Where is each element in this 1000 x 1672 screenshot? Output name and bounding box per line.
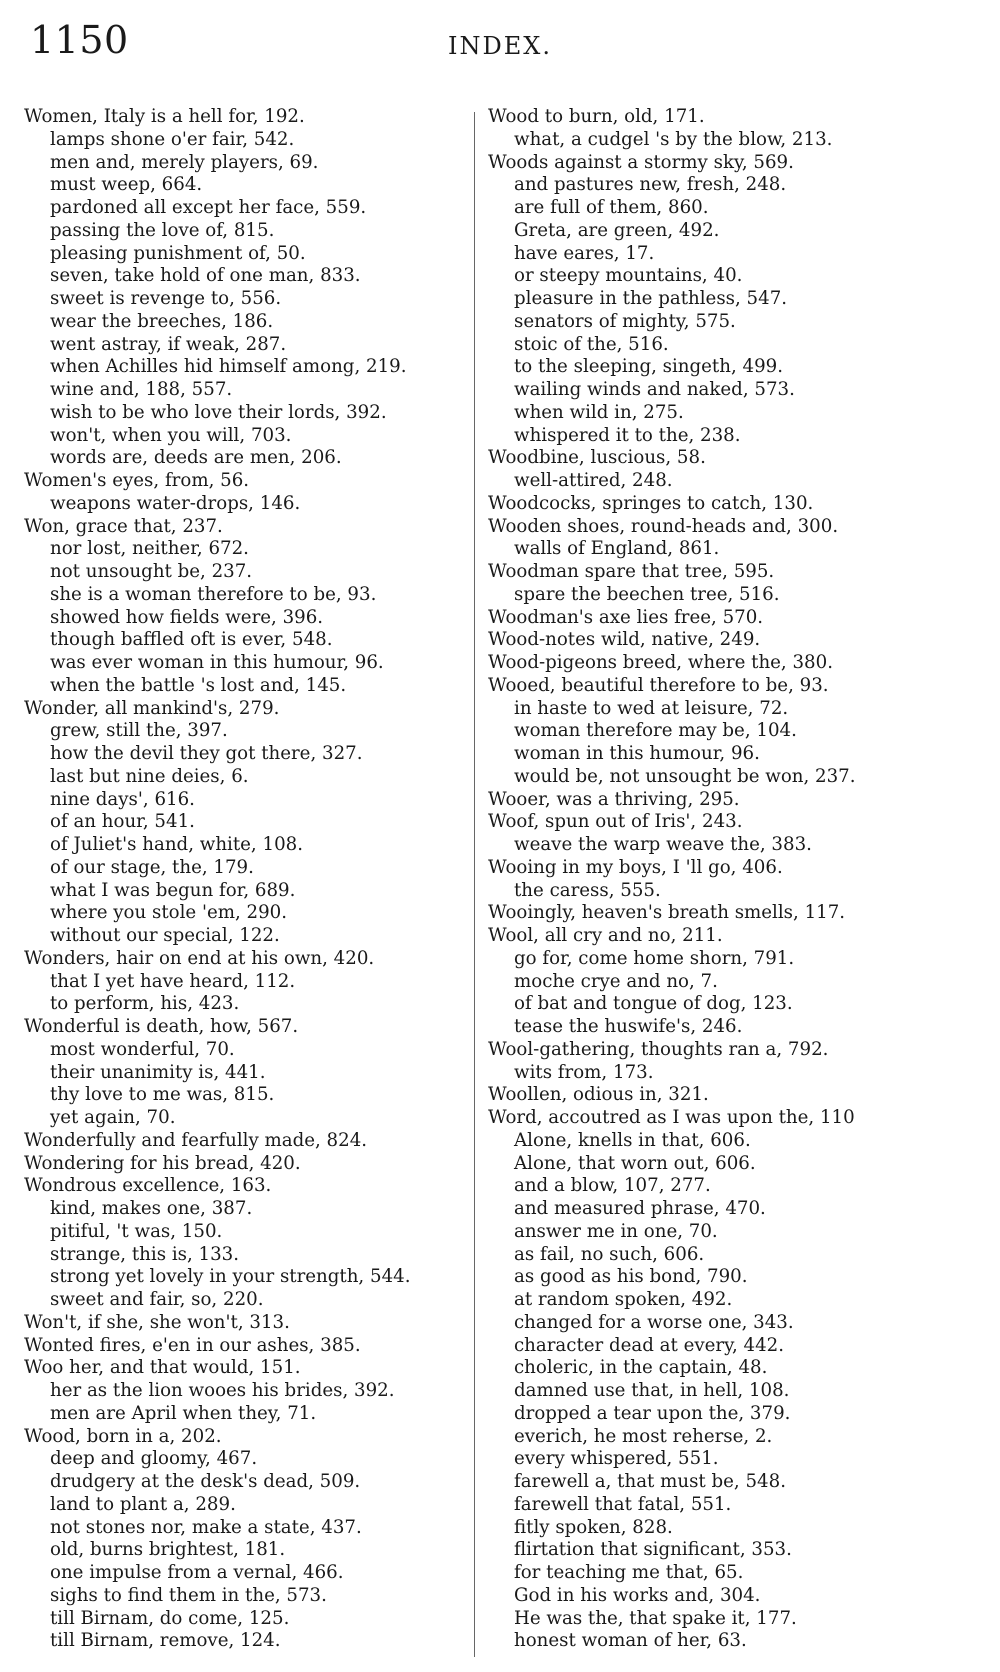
page-number: 1150 bbox=[30, 18, 129, 62]
index-subentry: sweet is revenge to, 556. bbox=[50, 288, 282, 309]
index-entry: Wonderful is death, how, 567. bbox=[24, 1016, 299, 1037]
index-subentry: spare the beechen tree, 516. bbox=[514, 583, 780, 605]
index-subentry: God in his works and, 304. bbox=[514, 1584, 761, 1606]
index-subentry: thy love to me was, 815. bbox=[50, 1084, 275, 1106]
index-subentry: of Juliet's hand, white, 108. bbox=[50, 834, 303, 855]
index-subentry: lamps shone o'er fair, 542. bbox=[50, 128, 295, 150]
index-subentry: Greta, are green, 492. bbox=[514, 219, 720, 241]
index-subentry: what I was begun for, 689. bbox=[50, 879, 296, 901]
index-subentry: weave the warp weave the, 383. bbox=[514, 834, 812, 855]
index-entry: Wonted fires, e'en in our ashes, 385. bbox=[24, 1334, 361, 1356]
index-subentry: men are April when they, 71. bbox=[50, 1402, 317, 1424]
index-subentry: well-attired, 248. bbox=[514, 470, 673, 491]
index-subentry: moche crye and no, 7. bbox=[514, 970, 718, 992]
index-subentry: pleasure in the pathless, 547. bbox=[514, 288, 788, 309]
index-entry: Wonderfully and fearfully made, 824. bbox=[24, 1129, 368, 1151]
index-subentry: changed for a worse one, 343. bbox=[514, 1311, 794, 1333]
column-divider bbox=[474, 112, 475, 1657]
index-subentry: her as the lion wooes his brides, 392. bbox=[50, 1380, 395, 1401]
index-subentry: the caress, 555. bbox=[514, 879, 661, 901]
index-subentry: tease the huswife's, 246. bbox=[514, 1016, 743, 1037]
index-subentry: nine days', 616. bbox=[50, 788, 195, 810]
index-subentry: drudgery at the desk's dead, 509. bbox=[50, 1471, 361, 1492]
index-subentry: old, burns brightest, 181. bbox=[50, 1539, 286, 1561]
index-subentry: wailing winds and naked, 573. bbox=[514, 379, 795, 400]
index-column-left bbox=[22, 106, 482, 1653]
index-entry: Woo her, and that would, 151. bbox=[24, 1357, 301, 1379]
index-subentry: honest woman of her, 63. bbox=[514, 1630, 747, 1652]
index-column-right bbox=[486, 106, 946, 1653]
index-entry: Woods against a stormy sky, 569. bbox=[488, 151, 794, 173]
index-subentry: for teaching me that, 65. bbox=[514, 1562, 744, 1583]
index-subentry: passing the love of, 815. bbox=[50, 219, 275, 241]
index-entry: Woodbine, luscious, 58. bbox=[488, 447, 706, 469]
index-subentry: woman therefore may be, 104. bbox=[514, 720, 797, 742]
index-subentry: where you stole 'em, 290. bbox=[50, 902, 288, 924]
index-subentry: wish to be who love their lords, 392. bbox=[50, 401, 387, 423]
index-subentry: would be, not unsought be won, 237. bbox=[514, 765, 856, 787]
index-subentry: won't, when you will, 703. bbox=[50, 424, 292, 446]
index-subentry: have eares, 17. bbox=[514, 242, 655, 264]
index-subentry: choleric, in the captain, 48. bbox=[514, 1357, 768, 1379]
index-entry: Wonders, hair on end at his own, 420. bbox=[24, 947, 375, 969]
index-entry: Wooer, was a thriving, 295. bbox=[488, 788, 740, 810]
index-subentry: land to plant a, 289. bbox=[50, 1493, 236, 1515]
index-subentry: weapons water-drops, 146. bbox=[50, 492, 301, 514]
index-subentry: strange, this is, 133. bbox=[50, 1243, 240, 1265]
index-subentry: till Birnam, do come, 125. bbox=[50, 1607, 290, 1629]
index-subentry: to perform, his, 423. bbox=[50, 993, 240, 1015]
index-subentry: everich, he most reherse, 2. bbox=[514, 1425, 773, 1447]
index-entry: Wondering for his bread, 420. bbox=[24, 1152, 301, 1174]
index-subentry: last but nine deies, 6. bbox=[50, 765, 249, 787]
index-subentry: went astray, if weak, 287. bbox=[50, 333, 287, 355]
index-subentry: seven, take hold of one man, 833. bbox=[50, 265, 361, 287]
index-entry: Wonder, all mankind's, 279. bbox=[24, 697, 280, 719]
index-entry: Woodcocks, springes to catch, 130. bbox=[488, 492, 814, 514]
index-entry: Wool, all cry and no, 211. bbox=[488, 925, 723, 946]
index-entry: Won, grace that, 237. bbox=[24, 515, 223, 537]
index-subentry: not stones nor, make a state, 437. bbox=[50, 1516, 362, 1538]
index-subentry: till Birnam, remove, 124. bbox=[50, 1630, 281, 1652]
index-subentry: when Achilles hid himself among, 219. bbox=[50, 356, 407, 378]
index-entry: Women, Italy is a hell for, 192. bbox=[24, 106, 305, 127]
index-subentry: walls of England, 861. bbox=[514, 538, 720, 560]
index-subentry: dropped a tear upon the, 379. bbox=[514, 1402, 791, 1424]
index-subentry: wine and, 188, 557. bbox=[50, 379, 233, 400]
index-subentry: farewell that fatal, 551. bbox=[514, 1493, 732, 1515]
index-subentry: at random spoken, 492. bbox=[514, 1289, 733, 1310]
index-subentry: sweet and fair, so, 220. bbox=[50, 1289, 264, 1310]
index-subentry: flirtation that significant, 353. bbox=[514, 1539, 792, 1561]
index-subentry: wear the breeches, 186. bbox=[50, 310, 274, 332]
index-subentry: or steepy mountains, 40. bbox=[514, 265, 743, 287]
index-subentry: she is a woman therefore to be, 93. bbox=[50, 583, 377, 605]
index-entry: Wood-notes wild, native, 249. bbox=[488, 629, 761, 651]
index-subentry: without our special, 122. bbox=[50, 925, 280, 946]
index-entry: Wooden shoes, round-heads and, 300. bbox=[488, 515, 839, 537]
index-entry: Woof, spun out of Iris', 243. bbox=[488, 811, 743, 833]
index-subentry: whispered it to the, 238. bbox=[514, 424, 741, 446]
index-subentry: damned use that, in hell, 108. bbox=[514, 1380, 790, 1401]
index-subentry: must weep, 664. bbox=[50, 174, 203, 196]
index-entry: Wood to burn, old, 171. bbox=[488, 106, 705, 127]
index-subentry: are full of them, 860. bbox=[514, 197, 709, 218]
index-subentry: when wild in, 275. bbox=[514, 401, 684, 423]
index-subentry: of bat and tongue of dog, 123. bbox=[514, 993, 793, 1015]
index-subentry: Alone, that worn out, 606. bbox=[514, 1152, 756, 1174]
index-entry: Wondrous excellence, 163. bbox=[24, 1175, 272, 1197]
index-subentry: though baffled oft is ever, 548. bbox=[50, 629, 333, 651]
index-entry: Woodman's axe lies free, 570. bbox=[488, 606, 764, 628]
index-subentry: of an hour, 541. bbox=[50, 811, 195, 833]
index-entry: Woodman spare that tree, 595. bbox=[488, 561, 775, 582]
index-subentry: wits from, 173. bbox=[514, 1061, 654, 1083]
index-subentry: words are, deeds are men, 206. bbox=[50, 447, 342, 469]
index-subentry: farewell a, that must be, 548. bbox=[514, 1471, 786, 1492]
index-subentry: go for, come home shorn, 791. bbox=[514, 947, 795, 969]
index-subentry: stoic of the, 516. bbox=[514, 333, 669, 355]
index-subentry: men and, merely players, 69. bbox=[50, 151, 319, 173]
index-subentry: most wonderful, 70. bbox=[50, 1038, 235, 1060]
index-subentry: when the battle 's lost and, 145. bbox=[50, 674, 347, 696]
index-subentry: what, a cudgel 's by the blow, 213. bbox=[514, 128, 833, 150]
index-subentry: senators of mighty, 575. bbox=[514, 310, 736, 332]
index-entry: Wool-gathering, thoughts ran a, 792. bbox=[488, 1038, 829, 1060]
index-entry: Wooed, beautiful therefore to be, 93. bbox=[488, 674, 829, 696]
index-subentry: of our stage, the, 179. bbox=[50, 856, 254, 878]
index-entry: Woollen, odious in, 321. bbox=[488, 1084, 709, 1106]
index-subentry: one impulse from a vernal, 466. bbox=[50, 1562, 344, 1583]
index-subentry: every whispered, 551. bbox=[514, 1448, 719, 1470]
index-subentry: strong yet lovely in your strength, 544. bbox=[50, 1266, 411, 1288]
index-subentry: pardoned all except her face, 559. bbox=[50, 197, 367, 218]
index-entry: Wooingly, heaven's breath smells, 117. bbox=[488, 902, 846, 924]
index-subentry: deep and gloomy, 467. bbox=[50, 1448, 258, 1470]
index-subentry: fitly spoken, 828. bbox=[514, 1516, 673, 1538]
index-entry: Women's eyes, from, 56. bbox=[24, 470, 250, 491]
index-subentry: sighs to find them in the, 573. bbox=[50, 1584, 327, 1606]
index-subentry: their unanimity is, 441. bbox=[50, 1061, 266, 1083]
index-subentry: that I yet have heard, 112. bbox=[50, 970, 296, 992]
index-subentry: pleasing punishment of, 50. bbox=[50, 242, 306, 264]
index-subentry: as good as his bond, 790. bbox=[514, 1266, 748, 1288]
index-subentry: and a blow, 107, 277. bbox=[514, 1175, 711, 1197]
index-subentry: character dead at every, 442. bbox=[514, 1334, 785, 1356]
index-entry: Won't, if she, she won't, 313. bbox=[24, 1311, 290, 1333]
index-subentry: He was the, that spake it, 177. bbox=[514, 1607, 797, 1629]
index-subentry: nor lost, neither, 672. bbox=[50, 538, 249, 560]
index-entry: Wooing in my boys, I 'll go, 406. bbox=[488, 856, 783, 878]
index-subentry: how the devil they got there, 327. bbox=[50, 743, 363, 764]
index-subentry: kind, makes one, 387. bbox=[50, 1198, 253, 1219]
index-subentry: not unsought be, 237. bbox=[50, 561, 253, 582]
index-subentry: yet again, 70. bbox=[50, 1107, 176, 1128]
page-title: INDEX. bbox=[448, 32, 552, 60]
index-subentry: in haste to wed at leisure, 72. bbox=[514, 697, 789, 719]
index-subentry: to the sleeping, singeth, 499. bbox=[514, 356, 784, 378]
index-subentry: and measured phrase, 470. bbox=[514, 1198, 766, 1219]
index-subentry: was ever woman in this humour, 96. bbox=[50, 652, 384, 673]
index-subentry: grew, still the, 397. bbox=[50, 720, 228, 742]
index-entry: Wood, born in a, 202. bbox=[24, 1425, 222, 1447]
index-subentry: as fail, no such, 606. bbox=[514, 1243, 705, 1265]
index-subentry: answer me in one, 70. bbox=[514, 1220, 718, 1242]
index-subentry: and pastures new, fresh, 248. bbox=[514, 174, 787, 196]
index-entry: Wood-pigeons breed, where the, 380. bbox=[488, 652, 833, 673]
index-entry: Word, accoutred as I was upon the, 110 bbox=[488, 1107, 855, 1128]
index-subentry: woman in this humour, 96. bbox=[514, 743, 760, 764]
index-subentry: pitiful, 't was, 150. bbox=[50, 1220, 223, 1242]
index-subentry: Alone, knells in that, 606. bbox=[514, 1129, 751, 1151]
index-subentry: showed how fields were, 396. bbox=[50, 606, 324, 628]
